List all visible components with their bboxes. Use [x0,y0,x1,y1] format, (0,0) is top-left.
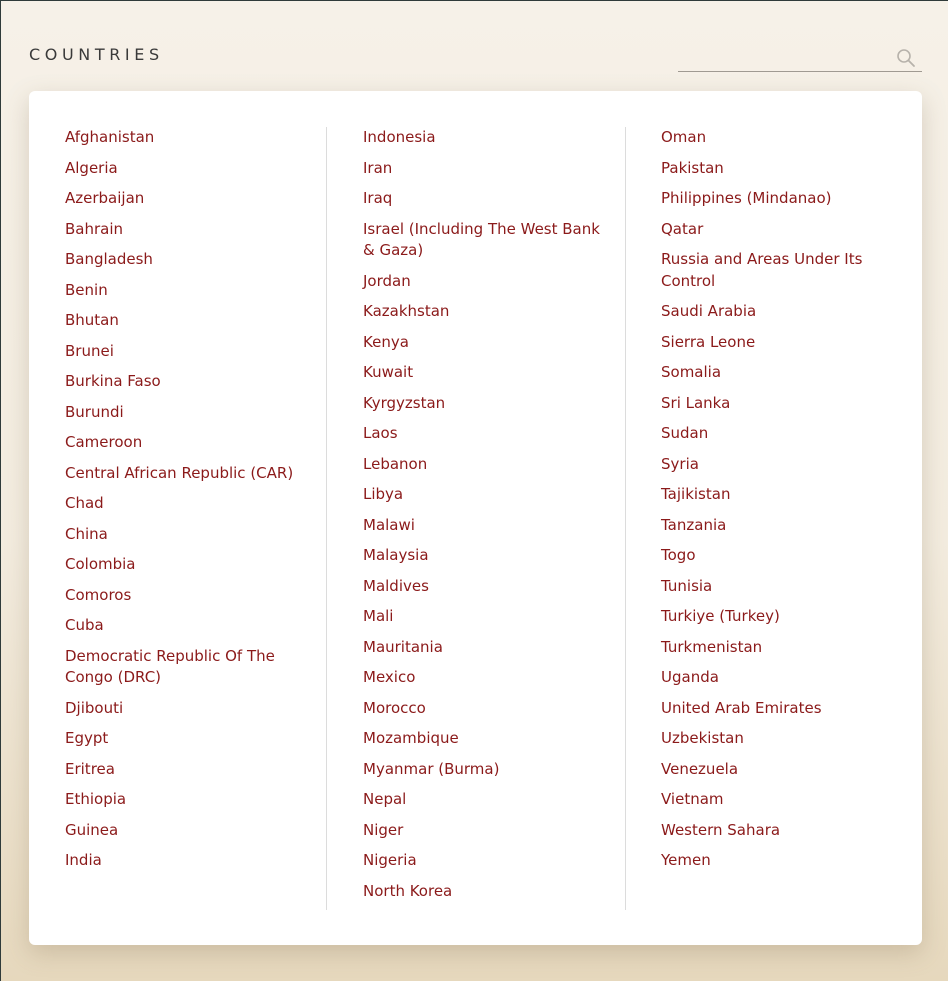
country-link[interactable]: Togo [661,546,696,564]
column-divider [625,127,626,910]
country-link[interactable]: Russia and Areas Under Its Control [661,250,863,290]
country-link[interactable]: Maldives [363,576,429,595]
country-link[interactable]: Chad [65,494,104,512]
country-link[interactable]: Morocco [363,698,426,717]
country-link[interactable]: Western Sahara [661,820,781,839]
country-link[interactable]: India [65,851,102,869]
country-link[interactable]: Bahrain [65,219,124,238]
country-link[interactable]: Nigeria [363,851,417,869]
country-link[interactable]: Kazakhstan [363,302,450,320]
country-link[interactable]: Iraq [363,189,393,207]
country-link[interactable]: Nepal [363,790,407,808]
page-title: COUNTRIES [29,45,164,64]
country-link[interactable]: Comoros [65,585,132,604]
country-link[interactable]: Brunei [65,341,114,360]
country-link[interactable]: Egypt [65,729,109,747]
country-link[interactable]: Tunisia [661,576,713,595]
country-link[interactable]: Burundi [65,402,124,421]
country-link[interactable]: Philippines (Mindanao) [661,189,832,207]
country-link[interactable]: Turkiye (Turkey) [661,607,780,625]
country-link[interactable]: Malaysia [363,546,429,564]
country-link[interactable]: Uzbekistan [661,729,744,747]
country-link[interactable]: Mexico [363,668,416,686]
countries-list-card [29,91,922,945]
country-link[interactable]: Guinea [65,820,119,839]
country-link[interactable]: Cameroon [65,433,143,451]
country-link[interactable]: Eritrea [65,759,115,778]
country-link[interactable]: Israel (Including The West Bank & Gaza) [363,219,600,259]
country-link[interactable]: Afghanistan [65,128,155,146]
country-link[interactable]: Benin [65,280,108,299]
countries-column-3 [661,127,899,881]
countries-column-1 [65,127,303,881]
country-link[interactable]: Turkmenistan [661,637,763,656]
country-link[interactable]: Bhutan [65,311,119,329]
country-link[interactable]: Kenya [363,332,409,351]
search-input[interactable] [678,41,888,71]
search-box [678,41,922,72]
country-link[interactable]: Kuwait [363,363,414,381]
country-link[interactable]: Myanmar (Burma) [363,759,500,778]
country-link[interactable]: Central African Republic (CAR) [65,463,294,482]
country-link[interactable]: Burkina Faso [65,372,161,390]
country-link[interactable]: Qatar [661,219,704,238]
country-link[interactable]: China [65,524,108,543]
country-link[interactable]: Tajikistan [661,485,731,503]
country-link[interactable]: Sri Lanka [661,393,731,412]
search-icon[interactable] [896,48,916,68]
country-link[interactable]: Oman [661,128,707,146]
country-link[interactable]: Libya [363,485,404,503]
country-link[interactable]: Venezuela [661,759,739,778]
country-link[interactable]: Sierra Leone [661,332,756,351]
country-link[interactable]: Kyrgyzstan [363,393,446,412]
country-link[interactable]: Yemen [661,851,711,869]
country-link[interactable]: Sudan [661,424,709,442]
country-link[interactable]: Mali [363,607,394,625]
country-link[interactable]: United Arab Emirates [661,698,822,717]
country-link[interactable]: Niger [363,820,404,839]
country-link[interactable]: Democratic Republic Of The Congo (DRC) [65,646,275,686]
country-link[interactable]: Lebanon [363,454,428,473]
country-link[interactable]: Cuba [65,616,104,634]
country-link[interactable]: Djibouti [65,698,124,717]
country-link[interactable]: Mozambique [363,729,459,747]
country-link[interactable]: Indonesia [363,128,436,146]
country-link[interactable]: Malawi [363,515,415,534]
country-link[interactable]: Uganda [661,668,719,686]
country-link[interactable]: Pakistan [661,158,724,177]
country-link[interactable]: Ethiopia [65,790,127,808]
country-link[interactable]: Somalia [661,363,722,381]
country-link[interactable]: Iran [363,158,393,177]
country-link[interactable]: Colombia [65,555,136,573]
country-link[interactable]: Bangladesh [65,250,153,268]
column-divider [326,127,327,910]
country-link[interactable]: Saudi Arabia [661,302,757,320]
country-link[interactable]: Jordan [363,271,411,290]
country-link[interactable]: North Korea [363,881,453,900]
country-link[interactable]: Algeria [65,158,118,177]
country-link[interactable]: Mauritania [363,637,443,656]
country-link[interactable]: Azerbaijan [65,189,145,207]
country-link[interactable]: Laos [363,424,398,442]
country-link[interactable]: Syria [661,454,699,473]
country-link[interactable]: Vietnam [661,790,724,808]
country-link[interactable]: Tanzania [661,515,727,534]
countries-column-2 [363,127,601,911]
